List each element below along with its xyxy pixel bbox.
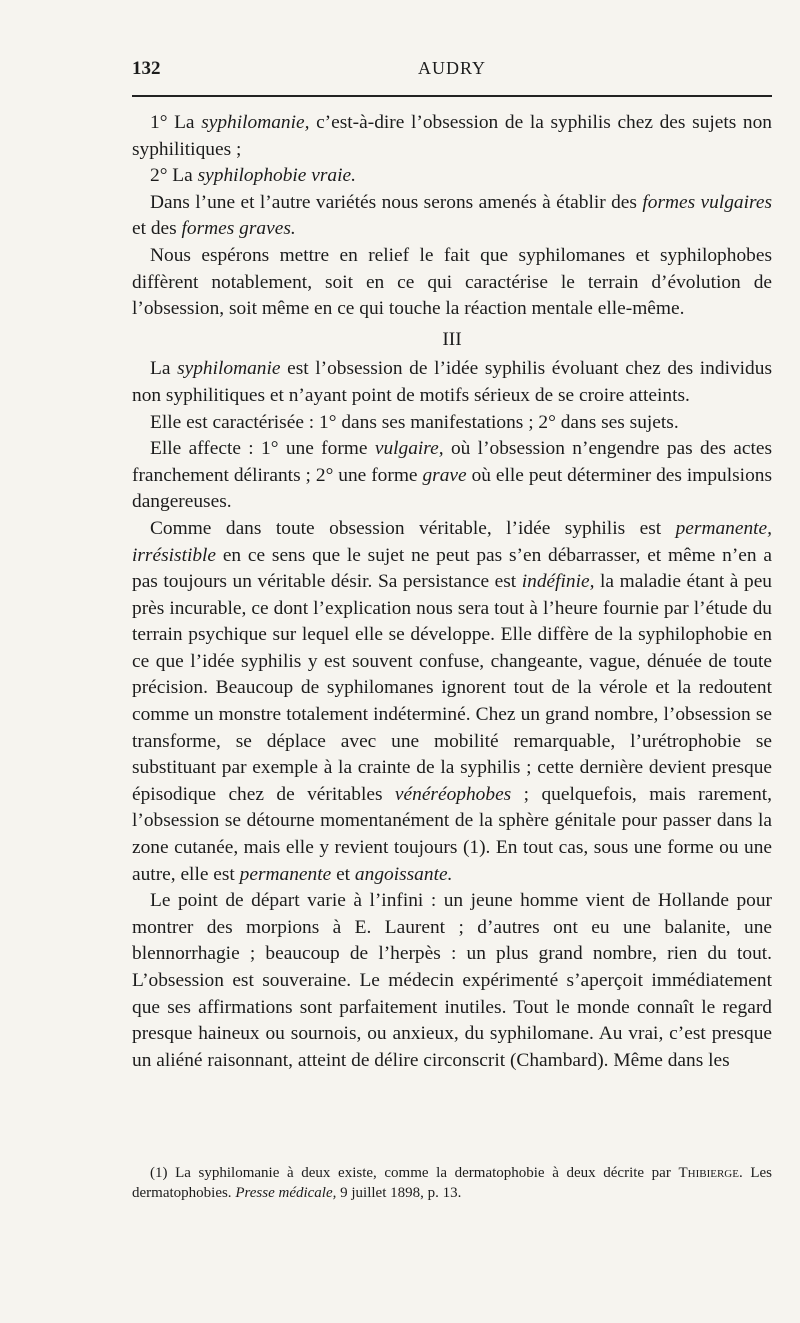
text-run: III [442,328,462,350]
text-run: et des [132,218,182,240]
text-run: en ce sens que le sujet ne peut pas s’en débarrasser, et même n’en a pas toujours un véritable désir. Sa persistance est [132,544,772,593]
text-run: Comme dans toute obsession véritable, l’idée syphilis est [150,517,676,539]
italic-text: angoissante. [354,863,453,885]
paragraph [132,190,772,243]
text-run: Thibierge [678,1165,739,1181]
italic-text: syphilomanie, [201,112,310,133]
footnote-text [132,1163,772,1203]
page-header [132,58,772,88]
paragraph [132,243,772,323]
footnote [132,1163,772,1203]
italic-text: formes graves. [181,218,296,240]
text-run: Elle affecte : 1° une forme [150,438,375,460]
italic-text: indéfinie, [521,571,595,593]
text-run: où elle peut déterminer des impulsions dangereuses. [132,464,772,513]
text-run: 2° La [150,165,198,187]
text-run: ; quelquefois, mais rarement, l’obsession se détourne momentanément de la sphère génitale pour passer dans la zone cutanée, mais elle y revient toujours (1). En tout cas, sous une forme ou une autre, elle est [132,783,773,885]
italic-text: syphilophobie vraie. [197,165,356,187]
text-run: où l’obsession n’engendre pas des actes franchement délirants ; 2° une forme [132,438,772,486]
text-run: 1° La [150,112,202,133]
text-run: . Les dermatophobies. [132,1165,772,1201]
section-heading [132,327,772,354]
text-run: et [331,863,355,885]
paragraph [132,516,772,888]
italic-text: grave [422,464,467,486]
paragraph [132,110,772,163]
text-run: Le point de départ varie à l’infini : un jeune homme vient de Hollande pour montrer des morpions à E. Laurent ; d’autres ont eu une balanite, une blennorrhagie ; beaucoup de l’herpès : un plus grand nombre, rien du tout. L’obsession est souveraine. Le médecin expérimenté s’aperçoit immédiatement que ses affirmations sont parfaitement inutiles. Tout le monde connaît le regard presque haineux ou sournois, ou anxieux, du syphilomane. Au vrai, c’est presque un aliéné raisonnant, atteint de délire circonscrit (Chambard). Même dans les [132,890,772,1071]
header-rule [132,95,772,97]
text-run: Elle est caractérisée : 1° dans ses manifestations ; 2° dans ses sujets. [150,411,679,433]
text-run: est l’obsession de l’idée syphilis évoluant chez des individus non syphilitiques et n’ayant point de motifs sérieux de se croire atteints. [132,358,772,406]
italic-text: Presse médicale, [235,1185,337,1201]
italic-text: permanente, irrésistible [132,517,772,566]
paragraph [132,163,772,190]
paragraph [132,888,772,1074]
paragraph [132,436,772,516]
text-run: c’est-à-dire l’obsession de la syphilis chez des sujets non syphilitiques ; [132,112,772,160]
italic-text: permanente [239,863,332,885]
italic-text: formes vulgaires [642,191,772,213]
page-number: 132 [132,58,161,79]
text-run: la maladie étant à peu près incurable, ce dont l’explication nous sera tout à l’heure fournie par l’étude du terrain psychique sur lequel elle se développe. Elle diffère de la syphilophobie en ce que l’idée syphilis y est souvent confuse, changeante, vague, dénuée de toute précision. Beaucoup de syphilomanes ignorent tout de la vérole et la redoutent comme un monstre totalement indéterminé. Chez un grand nombre, l’obsession se transforme, se déplace avec une mobilité remarquable, l’urétrophobie se substituant par exemple à la crainte de la syphilis ; cette dernière devient presque épisodique chez de véritables [132,571,772,805]
main-text [132,110,772,1074]
text-run: (1) La syphilomanie à deux existe, comme la dermatophobie à deux décrite par [150,1165,679,1181]
running-head: AUDRY [417,58,486,78]
italic-text: vulgaire, [374,438,444,460]
text-run: Nous espérons mettre en relief le fait que syphilomanes et syphilophobes diffèrent notablement, soit en ce qui caractérise le terrain d’évolution de l’obsession, soit même en ce qui touche la réaction mentale elle-même. [132,244,772,320]
italic-text: vénéréophobes [394,783,512,805]
paragraph [132,410,772,437]
text-run: Dans l’une et l’autre variétés nous serons amenés à établir des [150,191,643,213]
text-run: La [150,358,178,380]
paragraph [132,356,772,409]
italic-text: syphilomanie [177,358,281,380]
text-run: 9 juillet 1898, p. 13. [336,1185,462,1201]
